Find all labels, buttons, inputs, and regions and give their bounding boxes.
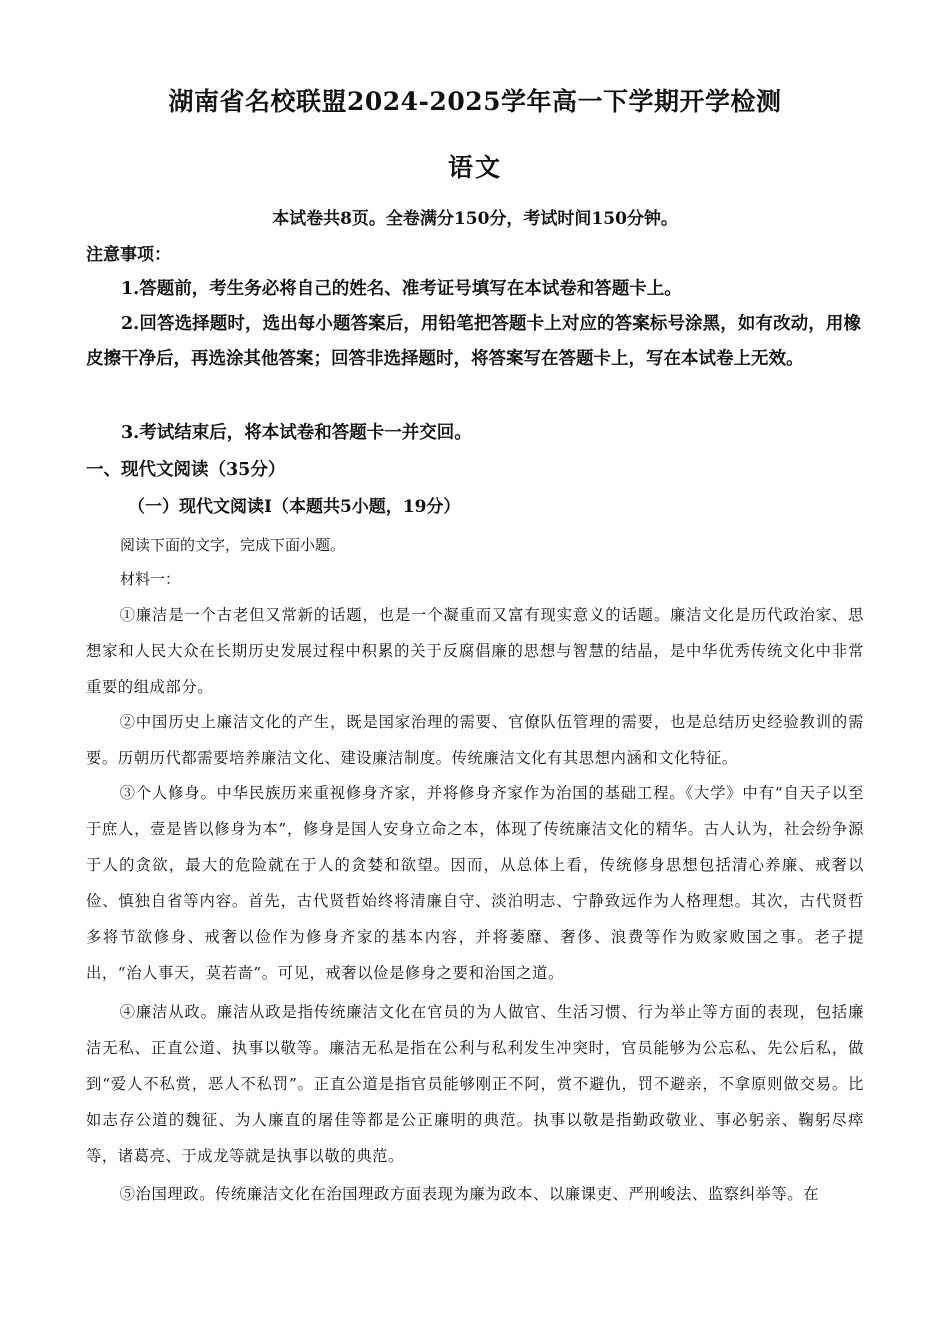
paragraph-4: ④廉洁从政。廉洁从政是指传统廉洁文化在官员的为人做官、生活习惯、行为举止等方面的表现，包括廉洁无私、正直公道、执事以敬等。廉洁无私是指在公利与私利发生冲突时，官员能够为公忘私、先公后私，做到“爱人不私赏，恶人不私罚”。正直公道是指官员能够刚正不阿，赏不避仇，罚不避亲，不拿原则做交易。比如志存公道的魏征、为人廉直的屠佳等都是公正廉明的典范。执事以敬是指勤政敬业、事必躬亲、鞠躬尽瘁等，诸葛亮、于成龙等就是执事以敬的典范。: [86, 1003, 864, 1165]
notice-item-2: 2.回答选择题时，选出每小题答案后，用铅笔把答题卡上对应的答案标号涂黑，如有改动，用橡皮擦干净后，再选涂其他答案；回答非选择题时，将答案写在答题卡上，写在本试卷上无效。: [86, 314, 861, 369]
notice-item-3: 3.考试结束后，将本试卷和答题卡一并交回。: [121, 423, 472, 443]
subject-title: 语文: [447, 153, 502, 182]
notice-item-1: 1.答题前，考生务必将自己的姓名、准考证号填写在本试卷和答题卡上。: [121, 279, 682, 299]
paragraph-2: ②中国历史上廉洁文化的产生，既是国家治理的需要、官僚队伍管理的需要，也是总结历史经验教训的需要。历朝历代都需要培养廉洁文化、建设廉洁制度。传统廉洁文化有其思想内涵和文化特征。: [86, 713, 864, 767]
exam-title: 湖南省名校联盟2024-2025学年高一下学期开学检测: [168, 87, 782, 116]
paragraph-5: ⑤治国理政。传统廉洁文化在治国理政方面表现为廉为政本、以廉课吏、严刑峻法、监察纠举等。在: [119, 1185, 820, 1203]
subsection-heading: （一）现代文阅读Ⅰ（本题共5小题，19分）: [128, 497, 461, 517]
material-label: 材料一：: [120, 570, 181, 588]
section-heading: 一、现代文阅读（35分）: [86, 460, 286, 480]
reading-instruction: 阅读下面的文字，完成下面小题。: [120, 536, 346, 554]
paragraph-1: ①廉洁是一个古老但又常新的话题，也是一个凝重而又富有现实意义的话题。廉洁文化是历代政治家、思想家和人民大众在长期历史发展过程中积累的关于反腐倡廉的思想与智慧的结晶，是中华优秀传统文化中非常重要的组成部分。: [86, 606, 864, 696]
exam-info-line: 本试卷共8页。全卷满分150分，考试时间150分钟。: [272, 209, 678, 229]
paragraph-3: ③个人修身。中华民族历来重视修身齐家，并将修身齐家作为治国的基础工程。《大学》中有“自天子以至于庶人，壹是皆以修身为本”，修身是国人安身立命之本，体现了传统廉洁文化的精华。古人认为，社会纷争源于人的贪欲，最大的危险就在于人的贪婪和欲望。因而，从总体上看，传统修身思想包括清心养廉、戒奢以俭、慎独自省等内容。首先，古代贤哲始终将清廉自守、淡泊明志、宁静致远作为人格理想。其次，古代贤哲多将节欲修身、戒奢以俭作为修身齐家的基本内容，并将萎靡、奢侈、浪费等作为败家败国之事。老子提出，“治人事天，莫若啬”。可见，戒奢以俭是修身之要和治国之道。: [86, 784, 864, 982]
notice-heading: 注意事项：: [86, 245, 171, 265]
